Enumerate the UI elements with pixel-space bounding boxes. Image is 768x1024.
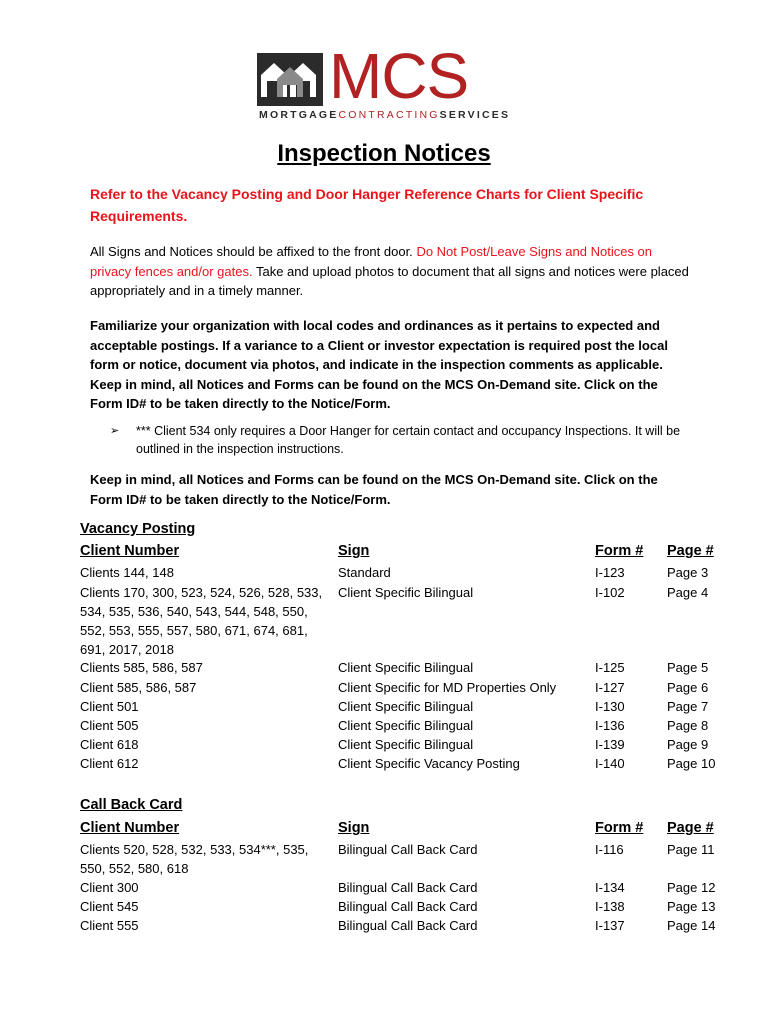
form-link[interactable]: I-125	[595, 660, 625, 675]
form-link[interactable]: I-123	[595, 565, 625, 580]
page-cell: Page 3	[667, 565, 709, 580]
sign-cell: Bilingual Call Back Card	[338, 880, 478, 895]
header-client-number: Client Number	[80, 820, 180, 836]
affix-warning: Do Not Post/Leave Signs and Notices on privacy fences and/or gates.	[90, 244, 653, 279]
vacancy-section-title: Vacancy Posting	[80, 521, 196, 537]
logo-tagline	[259, 109, 510, 121]
sign-cell: Bilingual Call Back Card	[338, 842, 478, 857]
page-cell: Page 13	[667, 899, 716, 914]
client-cell: Client 618	[80, 737, 139, 752]
client-cell: Clients 520, 528, 532, 533, 534***, 535, 550, 552, 580, 618	[80, 842, 309, 876]
page-cell: Page 8	[667, 718, 709, 733]
form-link[interactable]: I-140	[595, 756, 625, 771]
header-page: Page #	[667, 820, 714, 836]
client-cell: Client 300	[80, 880, 139, 895]
sign-cell: Standard	[338, 565, 391, 580]
sign-cell: Client Specific Bilingual	[338, 660, 474, 675]
header-form: Form #	[595, 820, 644, 836]
company-logo	[257, 40, 515, 123]
paragraph-affix	[90, 242, 690, 301]
page-cell: Page 4	[667, 585, 709, 600]
tagline-services: SERVICES	[439, 109, 511, 121]
callback-section-title: Call Back Card	[80, 797, 183, 813]
sign-cell: Client Specific Bilingual	[338, 699, 474, 714]
form-link[interactable]: I-130	[595, 699, 625, 714]
intro-red-notice: Refer to the Vacancy Posting and Door Hanger Reference Charts for Client Specific Requirements.	[90, 186, 644, 224]
sign-cell: Client Specific Bilingual	[338, 718, 474, 733]
tagline-mortgage: MORTGAGE	[259, 109, 339, 121]
client-cell: Client 585, 586, 587	[80, 680, 197, 695]
page-cell: Page 12	[667, 880, 716, 895]
houses-logo-icon	[257, 53, 323, 106]
client-cell: Clients 585, 586, 587	[80, 660, 203, 675]
page-cell: Page 10	[667, 756, 716, 771]
client-cell: Client 612	[80, 756, 139, 771]
client-cell: Client 501	[80, 699, 139, 714]
page-title: Inspection Notices	[277, 140, 491, 167]
sign-cell: Bilingual Call Back Card	[338, 899, 478, 914]
sign-cell: Client Specific Bilingual	[338, 585, 474, 600]
bullet-note-text: *** Client 534 only requires a Door Hanger for certain contact and occupancy Inspections. It will be outlined in the inspection instructions.	[136, 424, 681, 456]
header-sign: Sign	[338, 543, 370, 559]
page-cell: Page 6	[667, 680, 709, 695]
sign-cell: Client Specific Bilingual	[338, 737, 474, 752]
logo-brand-text: MCS	[329, 40, 469, 112]
client-cell: Clients 170, 300, 523, 524, 526, 528, 533, 534, 535, 536, 540, 543, 544, 548, 550, 552, 553, 555, 557, 580, 671, 674, 681, 691, 2017, 2018	[80, 585, 323, 657]
form-link[interactable]: I-138	[595, 899, 625, 914]
sign-cell: Client Specific for MD Properties Only	[338, 680, 557, 695]
client-cell: Client 545	[80, 899, 139, 914]
header-form: Form #	[595, 543, 644, 559]
affix-text: All Signs and Notices should be affixed to the front door.	[90, 244, 413, 259]
form-link[interactable]: I-102	[595, 585, 625, 600]
client-cell: Clients 144, 148	[80, 565, 174, 580]
header-sign: Sign	[338, 820, 370, 836]
tagline-contracting: CONTRACTING	[338, 109, 440, 121]
page-cell: Page 9	[667, 737, 709, 752]
form-link[interactable]: I-137	[595, 918, 625, 933]
sign-cell: Client Specific Vacancy Posting	[338, 756, 520, 771]
paragraph-codes: Familiarize your organization with local codes and ordinances as it pertains to expected and acceptable postings. If a variance to a Client or investor expectation is required post the local form or notice, document via photos, and indicate in the inspection comments as applicable. Keep in mind, all Notices and Forms can be found on the MCS On-Demand site. Click on the Form ID# to be taken directly to the Notice/Form.	[90, 318, 668, 411]
client-cell: Client 555	[80, 918, 139, 933]
paragraph-keep-in-mind: Keep in mind, all Notices and Forms can be found on the MCS On-Demand site. Click on the Form ID# to be taken directly to the Notice/Form.	[90, 472, 658, 507]
form-link[interactable]: I-127	[595, 680, 625, 695]
header-page: Page #	[667, 543, 714, 559]
form-link[interactable]: I-134	[595, 880, 625, 895]
page-cell: Page 11	[667, 842, 715, 857]
affix-photos: Take and upload photos to document that all signs and notices were placed appropriately and in a timely manner.	[90, 263, 689, 298]
page-cell: Page 5	[667, 660, 709, 675]
form-link[interactable]: I-116	[595, 842, 624, 857]
header-client-number: Client Number	[80, 543, 180, 559]
arrow-bullet-icon: ➢	[110, 425, 120, 437]
client-cell: Client 505	[80, 718, 139, 733]
form-link[interactable]: I-136	[595, 718, 625, 733]
page-cell: Page 7	[667, 699, 709, 714]
sign-cell: Bilingual Call Back Card	[338, 918, 478, 933]
form-link[interactable]: I-139	[595, 737, 625, 752]
page-cell: Page 14	[667, 918, 716, 933]
